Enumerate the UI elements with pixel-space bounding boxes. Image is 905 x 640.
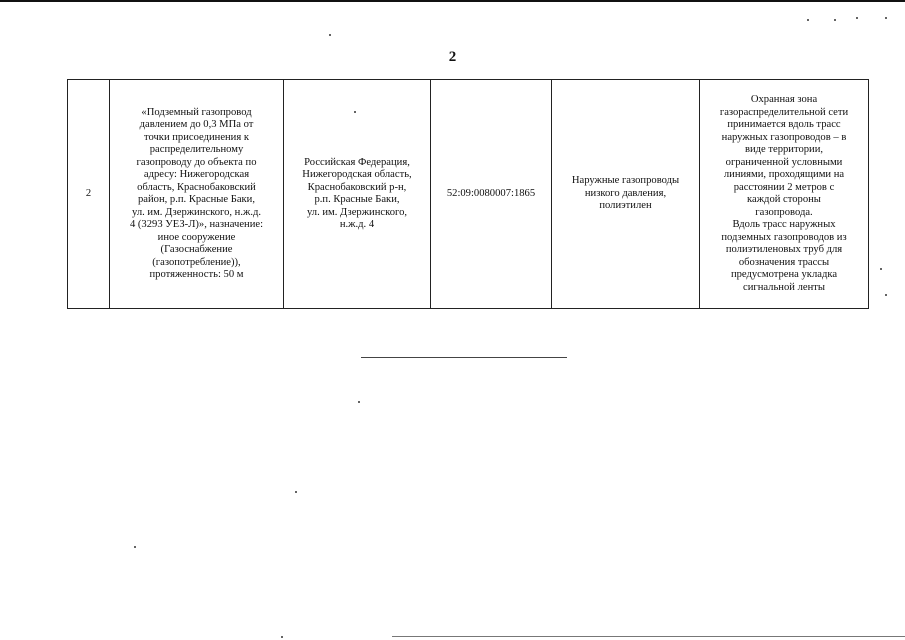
scan-speck	[807, 19, 809, 21]
text-line: «Подземный газопровод	[141, 106, 252, 118]
text-line: ограниченной условными	[725, 156, 843, 168]
scan-speck	[329, 34, 331, 36]
page-number: 2	[448, 49, 457, 65]
object-address	[287, 157, 427, 232]
text-line: Наружные газопроводы	[571, 175, 680, 187]
scan-speck	[358, 401, 360, 403]
text-line: низкого давления,	[584, 187, 667, 199]
scan-speck	[295, 491, 297, 493]
text-line: район, р.п. Красные Баки,	[138, 194, 255, 205]
text-line: ул. им. Дзержинского,	[306, 206, 408, 218]
scan-speck	[856, 17, 858, 19]
page-top-edge	[0, 0, 905, 2]
text-line: газораспределительной сети	[719, 106, 849, 118]
protection-zone-cell	[700, 80, 869, 309]
cadastral-number-cell	[431, 80, 552, 309]
scan-speck	[834, 19, 836, 21]
text-line: Российская Федерация,	[304, 156, 410, 168]
address-cell	[284, 80, 431, 309]
object-description-cell	[110, 80, 284, 309]
page-bottom-edge	[392, 636, 905, 637]
text-line: Краснобаковский р-н,	[307, 181, 407, 193]
cadastral-number: 52:09:0080007:1865	[446, 187, 536, 199]
registry-table	[67, 79, 869, 309]
text-line: (газопотребление)),	[152, 256, 241, 268]
text-line: сигнальной ленты	[743, 281, 825, 293]
text-line: 4 (3293 УЕЗ-Л)», назначение:	[129, 219, 264, 230]
text-line: газопроводу до объекта по	[136, 156, 257, 168]
text-line: протяженность: 50 м	[149, 269, 244, 280]
text-line: полиэтилен	[599, 200, 652, 212]
text-line: виде территории,	[744, 144, 824, 155]
text-line: (Газоснабжение	[160, 244, 233, 255]
scan-speck	[885, 294, 887, 296]
text-line: газопровода.	[755, 206, 813, 218]
text-line: обозначения трассы	[738, 256, 830, 268]
scan-speck	[885, 17, 887, 19]
text-line: Охранная зона	[750, 94, 818, 105]
scan-speck	[281, 636, 283, 638]
text-line: иное сооружение	[157, 231, 236, 243]
text-line: наружных газопроводов – в	[721, 131, 847, 143]
text-line: точки присоединения к	[143, 131, 250, 143]
table-row	[68, 80, 869, 309]
text-line: адресу: Нижегородская	[143, 169, 250, 180]
end-of-document-rule	[361, 357, 567, 358]
object-description	[113, 107, 280, 282]
protection-zone-description	[703, 94, 865, 294]
text-line: давлением до 0,3 МПа от	[139, 119, 254, 130]
text-line: подземных газопроводов из	[721, 231, 847, 243]
text-line: н.ж.д. 4	[339, 219, 375, 230]
text-line: каждой стороны	[747, 194, 821, 205]
row-index: 2	[85, 187, 92, 199]
row-index-cell	[68, 80, 110, 309]
text-line: Нижегородская область,	[302, 169, 412, 180]
text-line: принимается вдоль трасс	[727, 119, 841, 130]
scan-speck	[134, 546, 136, 548]
text-line: полиэтиленовых труб для	[725, 244, 843, 255]
text-line: линиями, проходящими на	[723, 169, 845, 180]
text-line: предусмотрена укладка	[730, 269, 838, 280]
text-line: расстоянии 2 метров с	[733, 181, 835, 193]
text-line: ул. им. Дзержинского, н.ж.д.	[131, 206, 262, 218]
scan-speck	[354, 111, 356, 113]
pipeline-type-cell	[552, 80, 700, 309]
text-line: р.п. Красные Баки,	[314, 194, 400, 205]
text-line: распределительному	[149, 144, 244, 155]
text-line: Вдоль трасс наружных	[732, 219, 836, 230]
scan-speck	[880, 268, 882, 270]
text-line: область, Краснобаковский	[137, 181, 256, 193]
pipeline-type	[555, 175, 696, 213]
